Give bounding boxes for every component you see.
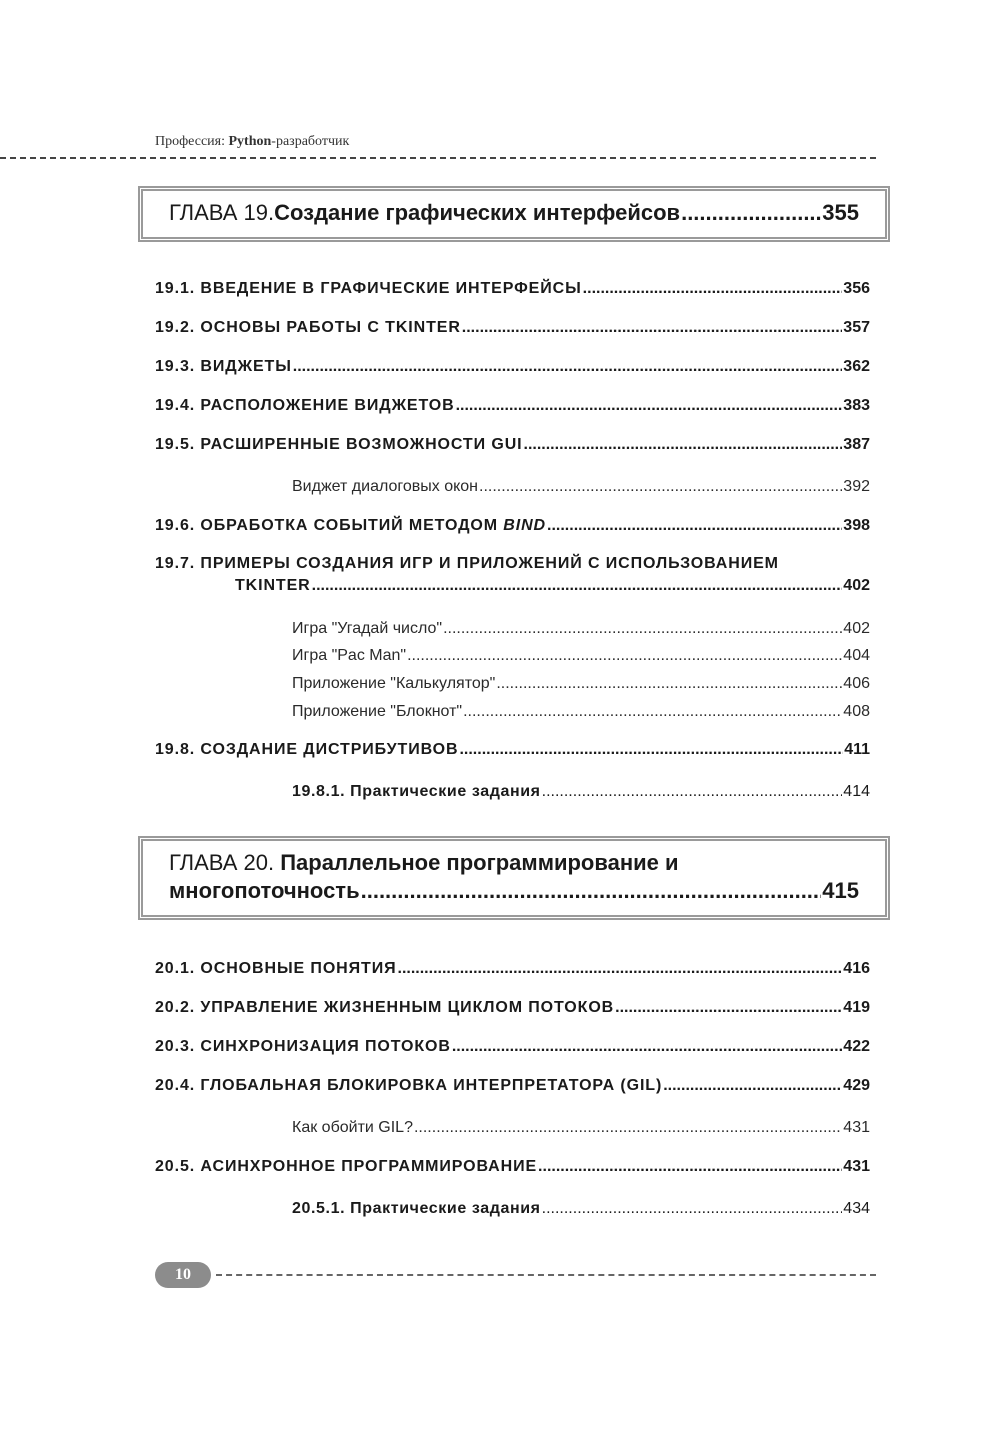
- leader-dots: [361, 877, 822, 905]
- leader-dots: [663, 1077, 842, 1095]
- toc-entry-20-4[interactable]: [155, 1077, 870, 1095]
- entry-title: 19.3. ВИДЖЕТЫ: [155, 358, 292, 375]
- header-suffix: -разработчик: [271, 134, 350, 149]
- toc-entry-19-5[interactable]: [155, 436, 870, 454]
- leader-dots: [681, 199, 821, 227]
- entry-title: 19.4. РАСПОЛОЖЕНИЕ ВИДЖЕТОВ: [155, 397, 455, 414]
- entry-title: Как обойти GIL?: [292, 1119, 413, 1136]
- leader-dots: [443, 620, 842, 638]
- entry-title: 19.7. ПРИМЕРЫ СОЗДАНИЯ ИГР И ПРИЛОЖЕНИЙ С ИСПОЛЬЗОВАНИЕМ: [155, 555, 779, 572]
- entry-page: 356: [843, 280, 870, 297]
- header-bold: Python: [228, 134, 272, 149]
- entry-title: 20.1. ОСНОВНЫЕ ПОНЯТИЯ: [155, 960, 397, 977]
- entry-page: 416: [843, 960, 870, 977]
- toc-entry-20-5-1[interactable]: [292, 1200, 870, 1218]
- chapter-title: Создание графических интерфейсов: [274, 200, 681, 225]
- entry-page: 422: [843, 1038, 870, 1055]
- toc-entry-19-4[interactable]: [155, 397, 870, 415]
- entry-page: 419: [843, 999, 870, 1016]
- entry-title: 20.5. АСИНХРОННОЕ ПРОГРАММИРОВАНИЕ: [155, 1158, 538, 1175]
- entry-page: 357: [843, 319, 870, 336]
- entry-page: 411: [844, 741, 870, 758]
- leader-dots: [293, 358, 843, 376]
- entry-page: 404: [843, 647, 870, 664]
- header-divider: [0, 157, 876, 159]
- entry-page: 402: [843, 620, 870, 637]
- leader-dots: [312, 577, 843, 595]
- toc-entry-19-3[interactable]: [155, 358, 870, 376]
- leader-dots: [542, 783, 843, 801]
- leader-dots: [456, 397, 843, 415]
- leader-dots: [398, 960, 843, 978]
- entry-page: 434: [843, 1200, 870, 1217]
- toc-subentry-calculator[interactable]: [292, 675, 870, 693]
- leader-dots: [407, 647, 842, 665]
- entry-title: 20.4. ГЛОБАЛЬНАЯ БЛОКИРОВКА ИНТЕРПРЕТАТОРА (GIL): [155, 1077, 663, 1094]
- entry-title: Виджет диалоговых окон: [292, 478, 479, 495]
- leader-dots: [542, 1200, 843, 1218]
- entry-title: 19.2. ОСНОВЫ РАБОТЫ С TKINTER: [155, 319, 461, 336]
- chapter-20-line2: [169, 877, 859, 905]
- chapter-20-line1: [169, 849, 859, 877]
- chapter-title-line2: многопоточность: [169, 878, 360, 903]
- entry-page: 406: [843, 675, 870, 692]
- entry-title: 19.8. СОЗДАНИЕ ДИСТРИБУТИВОВ: [155, 741, 459, 758]
- leader-dots: [496, 675, 842, 693]
- entry-title: Приложение "Блокнот": [292, 703, 463, 720]
- entry-page: 383: [843, 397, 870, 414]
- running-header: [155, 134, 349, 150]
- entry-title-prefix: 19.6. ОБРАБОТКА СОБЫТИЙ МЕТОДОМ: [155, 517, 504, 534]
- chapter-20-heading[interactable]: [138, 836, 890, 920]
- entry-page: 398: [843, 517, 870, 534]
- entry-title-italic: BIND: [503, 517, 547, 534]
- toc-entry-19-8[interactable]: [155, 741, 870, 759]
- toc-entry-20-2[interactable]: [155, 999, 870, 1017]
- toc-entry-19-7-line2[interactable]: [235, 577, 870, 595]
- entry-title: 19.5. РАСШИРЕННЫЕ ВОЗМОЖНОСТИ GUI: [155, 436, 523, 453]
- entry-page: 429: [843, 1077, 870, 1094]
- entry-title: 20.5.1. Практические задания: [292, 1200, 541, 1217]
- chapter-19-heading[interactable]: [138, 186, 890, 242]
- footer-divider: [216, 1274, 876, 1276]
- entry-page: 402: [843, 577, 870, 594]
- header-prefix: Профессия:: [155, 134, 229, 149]
- entry-title: [155, 517, 546, 535]
- entry-page: 362: [843, 358, 870, 375]
- toc-entry-20-5[interactable]: [155, 1158, 870, 1176]
- toc-entry-19-1[interactable]: [155, 280, 870, 298]
- entry-page: 431: [843, 1119, 870, 1136]
- toc-entry-20-1[interactable]: [155, 960, 870, 978]
- entry-title: Игра "Pac Man": [292, 647, 407, 664]
- leader-dots: [524, 436, 843, 454]
- entry-title: 20.3. СИНХРОНИЗАЦИЯ ПОТОКОВ: [155, 1038, 451, 1055]
- toc-subentry-notepad[interactable]: [292, 703, 870, 721]
- toc-entry-19-8-1[interactable]: [292, 783, 870, 801]
- toc-entry-19-2[interactable]: [155, 319, 870, 337]
- chapter-title-line1: Параллельное программирование и: [280, 850, 679, 875]
- toc-entry-20-3[interactable]: [155, 1038, 870, 1056]
- leader-dots: [459, 741, 843, 759]
- entry-page: 414: [843, 783, 870, 800]
- leader-dots: [538, 1158, 842, 1176]
- entry-title: Приложение "Калькулятор": [292, 675, 496, 692]
- leader-dots: [452, 1038, 842, 1056]
- chapter-page: 415: [822, 878, 859, 903]
- entry-page: 431: [843, 1158, 870, 1175]
- toc-subentry-guess-number[interactable]: [292, 620, 870, 638]
- page-number: 10: [175, 1266, 191, 1283]
- leader-dots: [479, 478, 842, 496]
- page-number-badge: [155, 1262, 211, 1288]
- entry-page: 408: [843, 703, 870, 720]
- toc-entry-19-6[interactable]: [155, 517, 870, 535]
- entry-title: Игра "Угадай число": [292, 620, 443, 637]
- entry-title: 20.2. УПРАВЛЕНИЕ ЖИЗНЕННЫМ ЦИКЛОМ ПОТОКОВ: [155, 999, 615, 1016]
- leader-dots: [462, 319, 843, 337]
- toc-subentry-pac-man[interactable]: [292, 647, 870, 665]
- leader-dots: [583, 280, 843, 298]
- leader-dots: [547, 517, 842, 535]
- leader-dots: [615, 999, 842, 1017]
- toc-subentry-dialog-widget[interactable]: [292, 478, 870, 496]
- entry-page: 392: [843, 478, 870, 495]
- leader-dots: [414, 1119, 842, 1137]
- toc-subentry-avoid-gil[interactable]: [292, 1119, 870, 1137]
- chapter-label: ГЛАВА 19.: [169, 200, 275, 225]
- chapter-page: 355: [822, 200, 859, 225]
- chapter-19-line: [169, 199, 859, 227]
- entry-title: TKINTER: [235, 577, 311, 594]
- toc-entry-19-7-line1[interactable]: [155, 555, 779, 573]
- entry-page: 387: [843, 436, 870, 453]
- chapter-label: ГЛАВА 20.: [169, 850, 281, 875]
- entry-title: 19.1. ВВЕДЕНИЕ В ГРАФИЧЕСКИЕ ИНТЕРФЕЙСЫ: [155, 280, 582, 297]
- leader-dots: [463, 703, 842, 721]
- entry-title: 19.8.1. Практические задания: [292, 783, 541, 800]
